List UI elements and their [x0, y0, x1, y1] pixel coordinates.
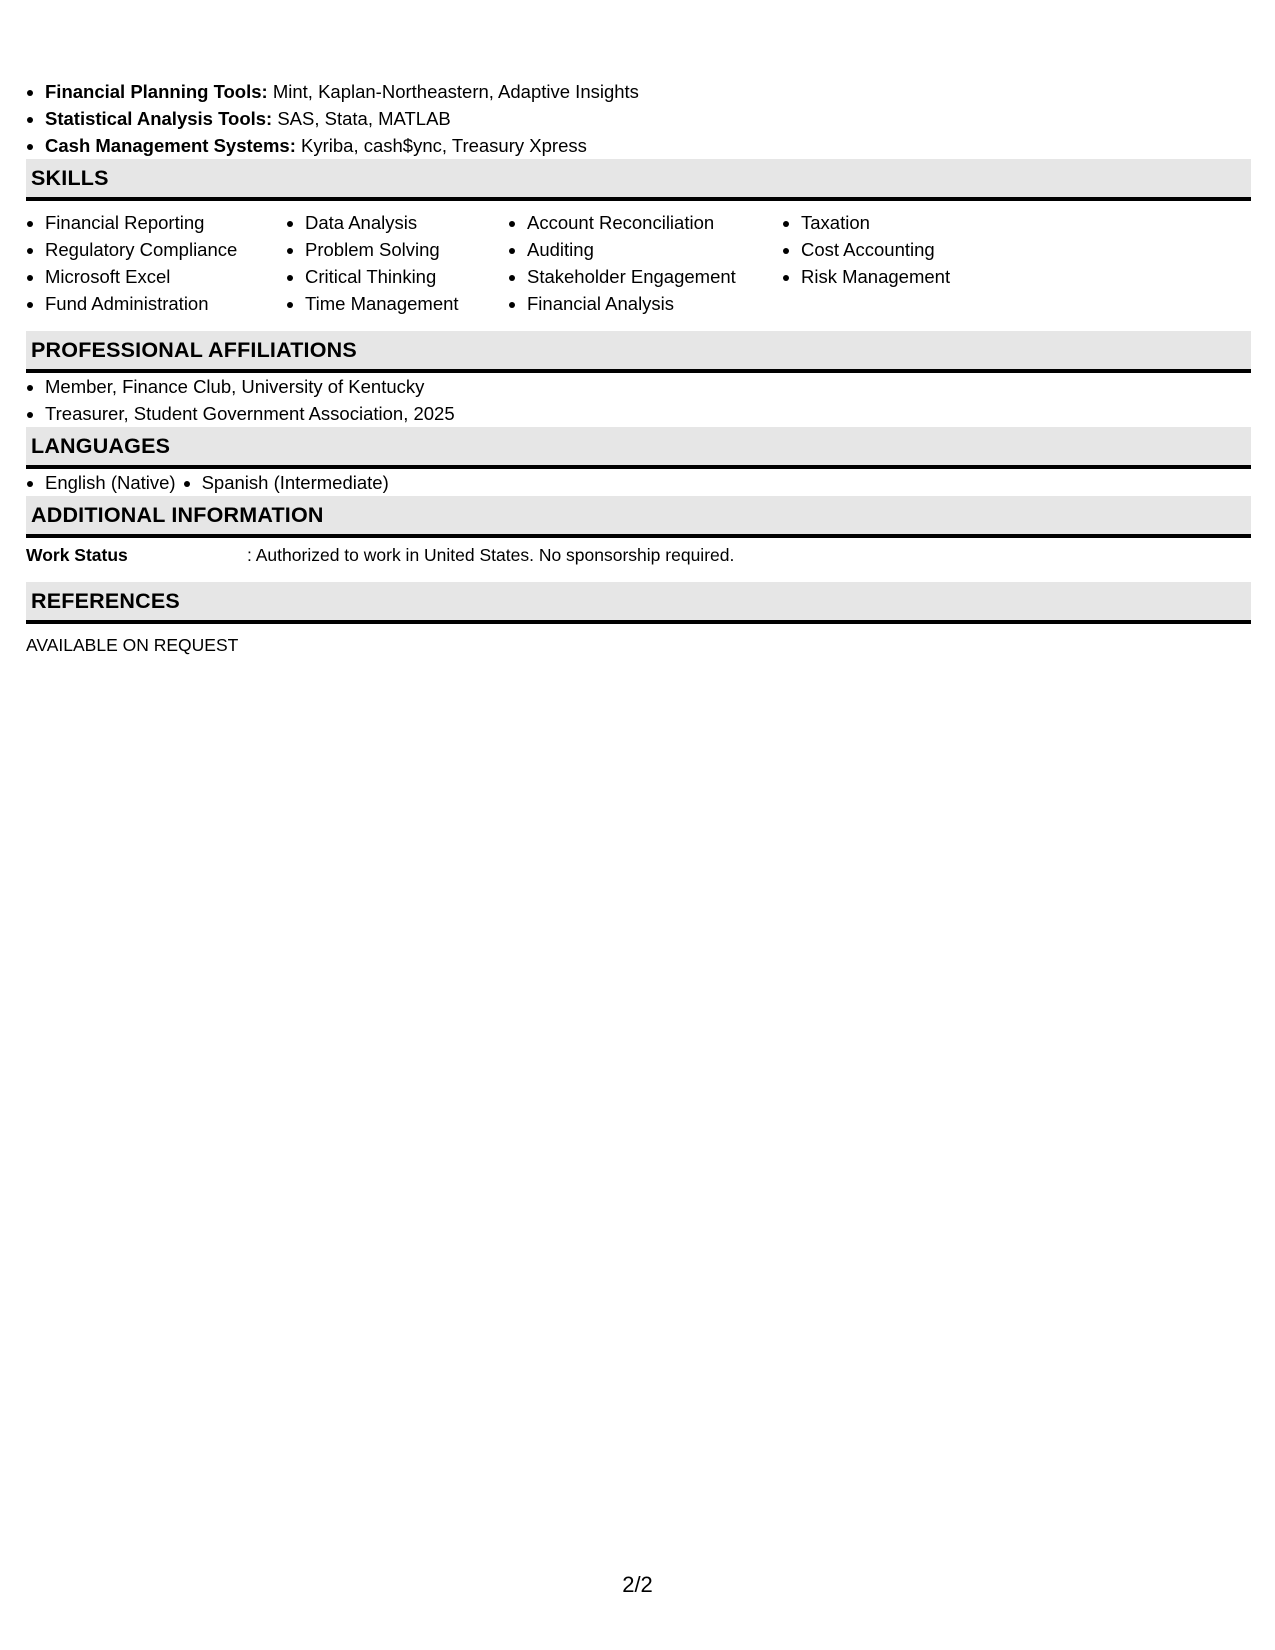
- references-text: AVAILABLE ON REQUEST: [26, 635, 239, 655]
- section-header-references: REFERENCES: [26, 582, 1251, 624]
- tool-value: Mint, Kaplan-Northeastern, Adaptive Insights: [272, 81, 639, 102]
- resume-page: [26, 78, 1251, 658]
- skills-column: [286, 209, 508, 317]
- list-item: • Microsoft Excel: [45, 263, 286, 290]
- languages-list: [26, 469, 1251, 496]
- list-item: • Regulatory Compliance: [45, 236, 286, 263]
- list-item: • Stakeholder Engagement: [527, 263, 782, 290]
- list-item: • Critical Thinking: [305, 263, 508, 290]
- tool-value: Kyriba, cash$ync, Treasury Xpress: [301, 135, 587, 156]
- work-status-value: : Authorized to work in United States. No sponsorship required.: [247, 545, 735, 565]
- tool-value: SAS, Stata, MATLAB: [277, 108, 451, 129]
- section-header-additional-information: ADDITIONAL INFORMATION: [26, 496, 1251, 538]
- tool-label: Cash Management Systems:: [45, 135, 296, 156]
- list-item: [45, 132, 1251, 159]
- work-status-label: Work Status: [26, 545, 128, 565]
- tools-list: [26, 78, 1251, 159]
- section-header-languages: LANGUAGES: [26, 427, 1251, 469]
- page-number: 2/2: [622, 1572, 653, 1597]
- list-item: • Member, Finance Club, University of Kentucky: [45, 373, 1251, 400]
- tool-label: Financial Planning Tools:: [45, 81, 268, 102]
- list-item: [45, 105, 1251, 132]
- affiliations-list: [26, 373, 1251, 427]
- section-header-skills: SKILLS: [26, 159, 1251, 201]
- list-item: • Problem Solving: [305, 236, 508, 263]
- list-item: • Time Management: [305, 290, 508, 317]
- skills-column: [782, 209, 1001, 317]
- list-item: • Cost Accounting: [801, 236, 1001, 263]
- section-header-affiliations: PROFESSIONAL AFFILIATIONS: [26, 331, 1251, 373]
- list-item: • Financial Reporting: [45, 209, 286, 236]
- list-item: • Fund Administration: [45, 290, 286, 317]
- list-item: [45, 78, 1251, 105]
- skills-column: [508, 209, 782, 317]
- list-item: • Data Analysis: [305, 209, 508, 236]
- list-item: • Treasurer, Student Government Association, 2025: [45, 400, 1251, 427]
- list-item: • Taxation: [801, 209, 1001, 236]
- skills-column: [26, 209, 286, 317]
- list-item: • Account Reconciliation: [527, 209, 782, 236]
- list-item: • Spanish (Intermediate): [202, 469, 389, 496]
- list-item: • Risk Management: [801, 263, 1001, 290]
- tool-label: Statistical Analysis Tools:: [45, 108, 273, 129]
- list-item: • English (Native): [45, 469, 176, 496]
- skills-grid: [26, 209, 1251, 317]
- work-status-row: [26, 542, 1251, 568]
- list-item: • Auditing: [527, 236, 782, 263]
- list-item: • Financial Analysis: [527, 290, 782, 317]
